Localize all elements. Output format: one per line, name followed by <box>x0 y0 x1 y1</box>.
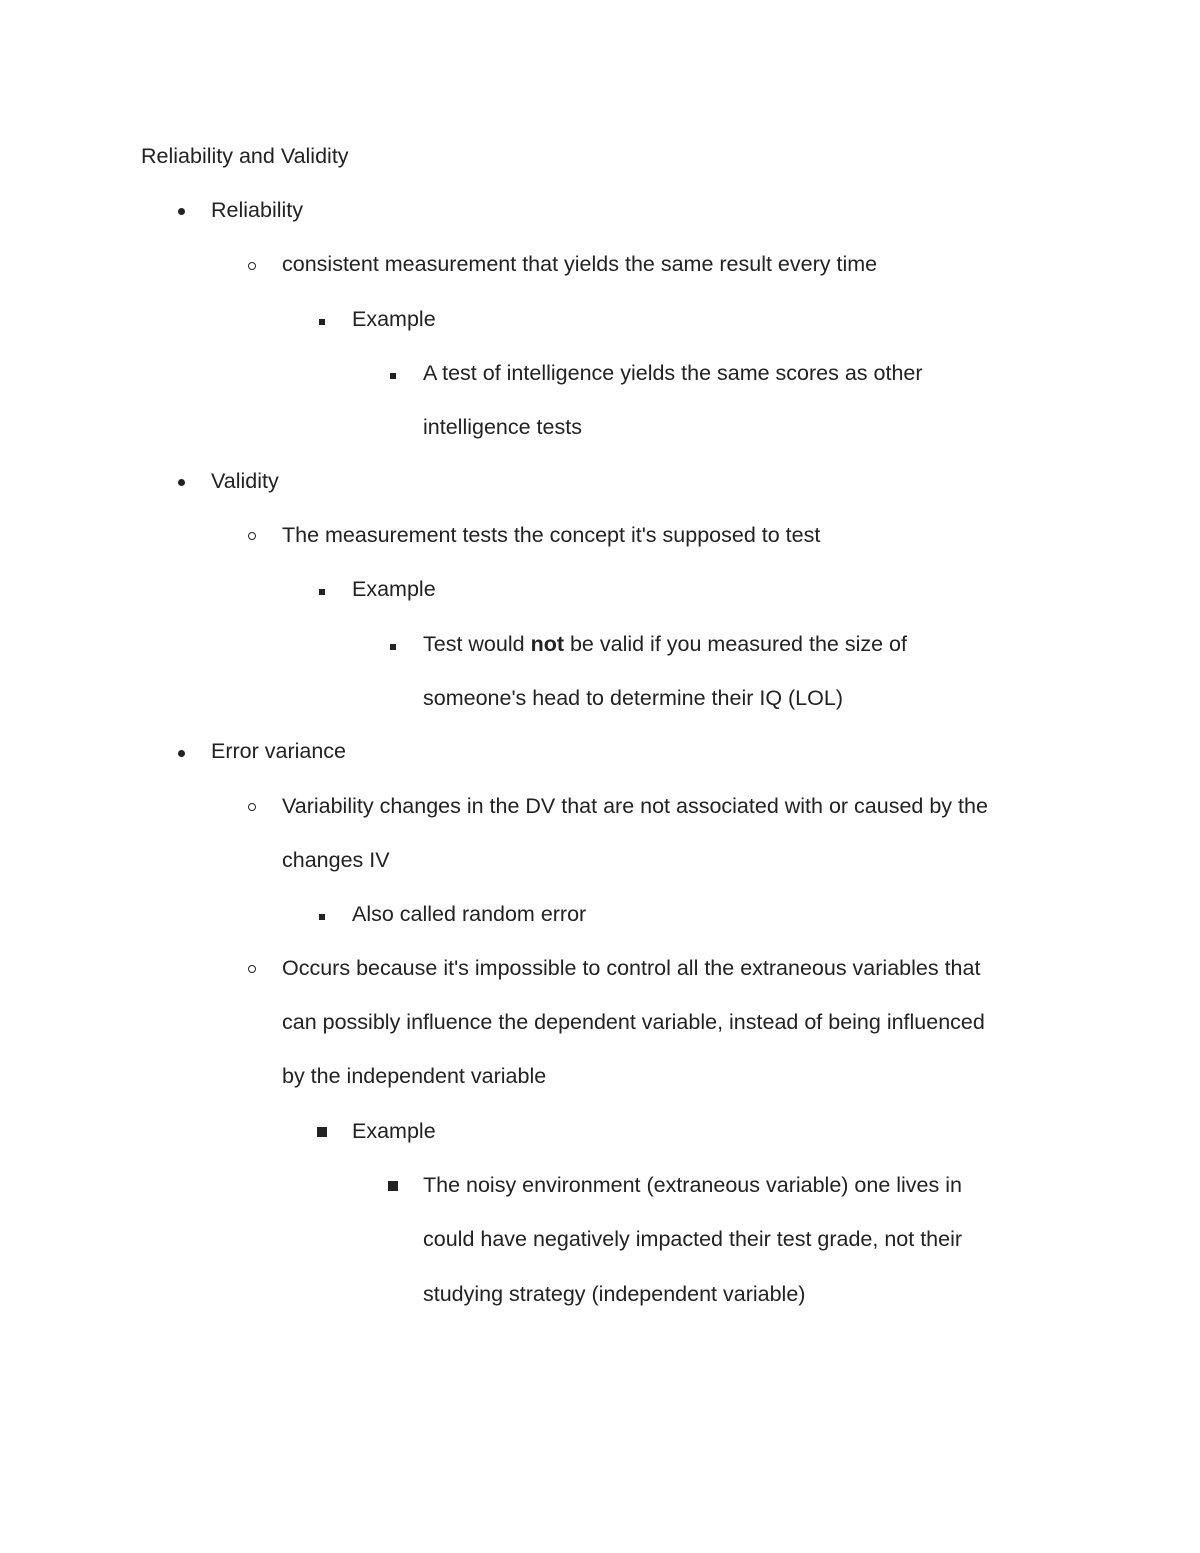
square-bullet-icon <box>319 319 325 325</box>
reliability-example-label: Example <box>352 307 436 331</box>
disc-bullet-icon <box>178 479 185 486</box>
error-variance-definition-line2: changes IV <box>282 848 390 872</box>
reliability-example-text-line1: A test of intelligence yields the same scores as other <box>423 361 923 385</box>
circle-bullet-icon <box>248 262 256 270</box>
disc-bullet-icon <box>178 208 185 215</box>
section-heading-reliability: Reliability <box>211 198 304 222</box>
square-bullet-icon <box>388 1181 398 1191</box>
error-variance-example-label: Example <box>352 1119 436 1143</box>
disc-bullet-icon <box>178 750 185 757</box>
square-bullet-icon <box>317 1127 327 1137</box>
square-bullet-icon <box>390 644 396 650</box>
error-variance-occurs-line2: can possibly influence the dependent variable, instead of being influenced <box>282 1010 985 1034</box>
reliability-definition: consistent measurement that yields the same result every time <box>282 252 878 276</box>
error-variance-example-line3: studying strategy (independent variable) <box>423 1282 806 1306</box>
error-variance-example-line2: could have negatively impacted their test grade, not their <box>423 1227 963 1251</box>
circle-bullet-icon <box>248 965 256 973</box>
reliability-example-text-line2: intelligence tests <box>423 415 582 439</box>
validity-definition: The measurement tests the concept it's supposed to test <box>282 523 821 547</box>
circle-bullet-icon <box>248 803 256 811</box>
error-variance-also-called: Also called random error <box>352 902 587 926</box>
section-heading-validity: Validity <box>211 469 279 493</box>
validity-example-bold: not <box>530 632 564 656</box>
section-heading-error-variance: Error variance <box>211 739 347 763</box>
error-variance-occurs-line3: by the independent variable <box>282 1064 547 1088</box>
error-variance-definition-line1: Variability changes in the DV that are not associated with or caused by the <box>282 794 988 818</box>
validity-example-text-line2: someone's head to determine their IQ (LOL) <box>423 686 843 710</box>
validity-example-pre: Test would <box>423 632 531 656</box>
error-variance-occurs-line1: Occurs because it's impossible to control all the extraneous variables that <box>282 956 981 980</box>
validity-example-label: Example <box>352 577 436 601</box>
square-bullet-icon <box>319 914 325 920</box>
circle-bullet-icon <box>248 532 256 540</box>
error-variance-example-line1: The noisy environment (extraneous variable) one lives in <box>423 1173 962 1197</box>
validity-example-text-line1 <box>423 630 907 658</box>
document-title: Reliability and Validity <box>141 144 349 168</box>
validity-example-post: be valid if you measured the size of <box>564 632 907 656</box>
square-bullet-icon <box>390 373 396 379</box>
square-bullet-icon <box>319 589 325 595</box>
